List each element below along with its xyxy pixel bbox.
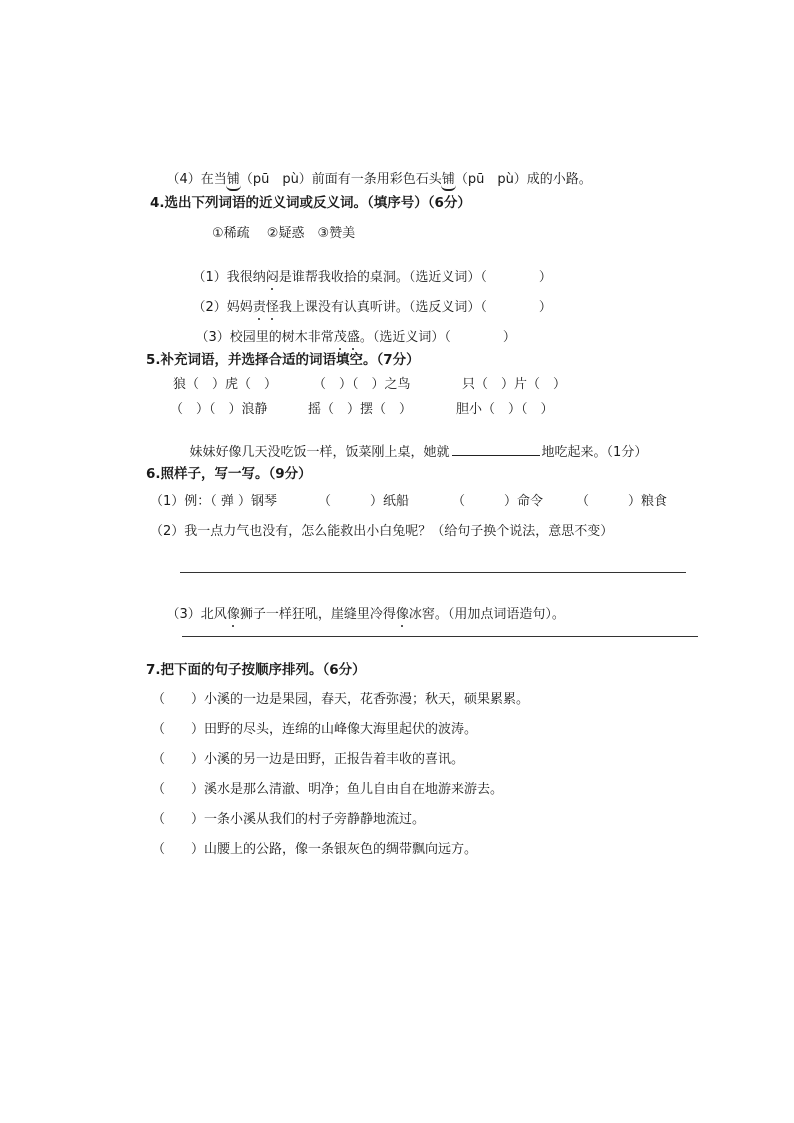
q4-item3: （3）校园里的树木非常茂盛。（选近义词）（ ） xyxy=(195,330,516,345)
q7-item: （ ）一条小溪从我们的村子旁静静地流过。 xyxy=(152,812,426,827)
q6-item1-c: （ ）命令 xyxy=(452,494,544,509)
q5-row1-c: 只（ ）片（ ） xyxy=(462,377,567,392)
q7-item: （ ）田野的尽头，连绵的山峰像大海里起伏的波涛。 xyxy=(152,722,478,737)
q5-row1-b: （ ）（ ）之鸟 xyxy=(313,377,411,392)
q5-heading: 5.补充词语，并选择合适的词语填空。（7分） xyxy=(146,352,420,368)
q4-item3-dotted-char-2: 盛 xyxy=(346,330,360,345)
q4-item2-dotted-char-2: 怪 xyxy=(265,300,279,315)
q5-fill-blank[interactable] xyxy=(452,443,540,456)
q7-item: （ ）山腰上的公路，像一条银灰色的绸带飘向远方。 xyxy=(152,842,478,857)
q6-item1-b: （ ）纸船 xyxy=(318,494,410,509)
q5-row2-b: 摇（ ）摆（ ） xyxy=(308,402,413,417)
q7-item: （ ）小溪的一边是果园，春天，花香弥漫；秋天，硕果累累。 xyxy=(152,692,530,707)
q6-item3: （3）北风像狮子一样狂吼，崖缝里冷得像冰窖。（用加点词语造句）。 xyxy=(166,607,565,622)
q5-row2-c: 胆小（ ）（ ） xyxy=(456,402,554,417)
q5-row2-a: （ ）（ ）浪静 xyxy=(170,402,268,417)
q4-item3-dotted-char-1: 茂 xyxy=(333,330,347,345)
q6-item3-dotted-char-2: 像 xyxy=(395,607,409,622)
q6-item3-answer-line[interactable] xyxy=(182,636,698,637)
q5-sentence: 妹妹好像几天没吃饭一样，饭菜刚上桌，她就 地吃起来。（1分） xyxy=(189,445,648,460)
q4-item2: （2）妈妈责怪我上课没有认真听讲。（选反义词）（ ） xyxy=(192,300,552,315)
q6-item3-dotted-char-1: 像 xyxy=(226,607,240,622)
q4-options: ①稀疏 ②疑惑 ③赞美 xyxy=(212,226,356,241)
q3-item4-text-e: （pū pù）成的小路。 xyxy=(454,172,592,187)
q4-item1: （1）我很纳闷是谁帮我收拾的桌洞。（选近义词）（ ） xyxy=(192,270,552,285)
q7-item: （ ）小溪的另一边是田野，正报告着丰收的喜讯。 xyxy=(152,752,465,767)
q4-item1-dotted-char: 闷 xyxy=(265,270,279,285)
q3-item4-text-c: （pū pù）前面有一条用彩色石头 xyxy=(239,172,442,187)
q3-item4-text-a: （4）在当 xyxy=(166,172,227,187)
q6-item1-d: （ ）粮食 xyxy=(576,494,668,509)
q5-row1-a: 狼（ ）虎（ ） xyxy=(173,377,278,392)
q6-item1-example: （1）例：（ 弹 ）钢琴 xyxy=(150,494,278,509)
q7-heading: 7.把下面的句子按顺序排列。（6分） xyxy=(146,662,366,678)
q3-item4-underlined-char-1: 铺 xyxy=(226,172,240,187)
q4-heading: 4.选出下列词语的近义词或反义词。（填序号）（6分） xyxy=(150,195,471,211)
q6-item2: （2）我一点力气也没有，怎么能救出小白兔呢？（给句子换个说法，意思不变） xyxy=(150,524,614,539)
q7-item: （ ）溪水是那么清澈、明净；鱼儿自由自在地游来游去。 xyxy=(152,782,504,797)
q6-item2-answer-line[interactable] xyxy=(180,572,686,573)
q6-heading: 6.照样子，写一写。（9分） xyxy=(146,466,312,482)
q4-item2-dotted-char-1: 责 xyxy=(252,300,266,315)
q3-item4-underlined-char-2: 铺 xyxy=(441,172,455,187)
